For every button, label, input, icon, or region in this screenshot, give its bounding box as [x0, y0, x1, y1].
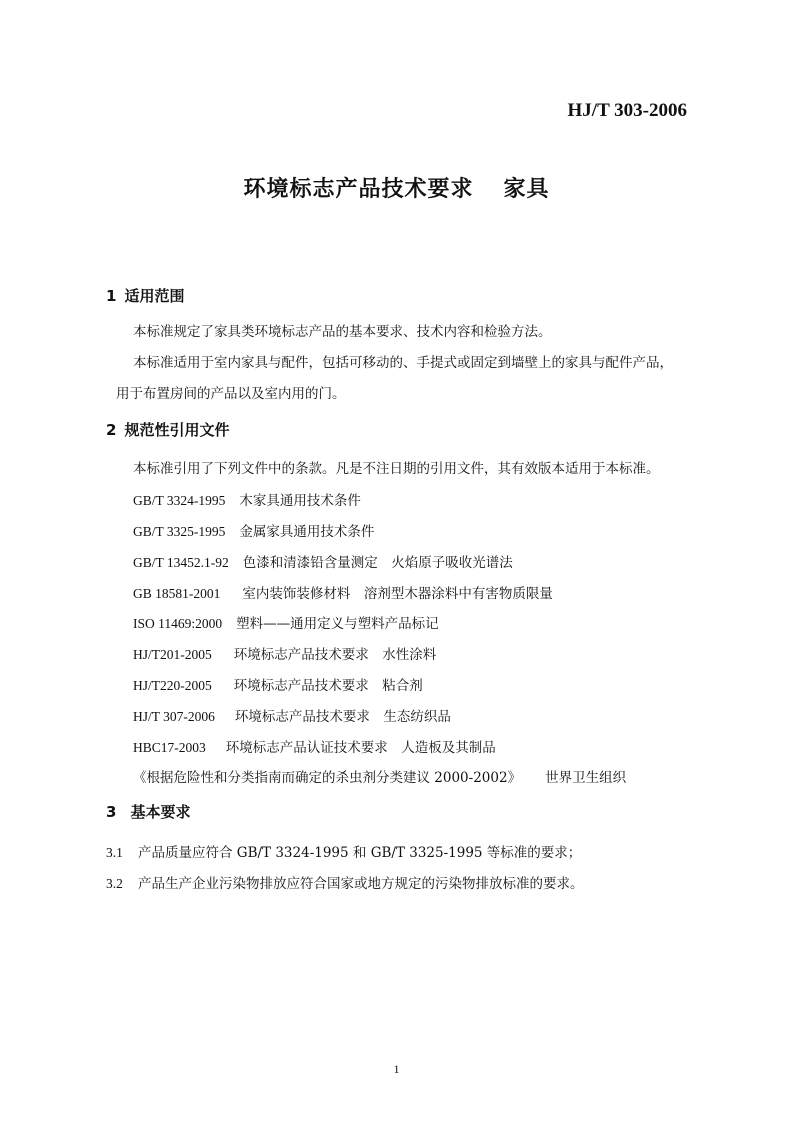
reference-title: 金属家具通用技术条件	[239, 524, 375, 540]
section-title: 规范性引用文件	[124, 421, 230, 439]
reference-item	[133, 674, 423, 694]
clause-item	[106, 841, 581, 861]
reference-title: 塑料——通用定义与塑料产品标记	[236, 616, 439, 632]
section-title: 适用范围	[124, 287, 185, 305]
reference-item	[133, 520, 374, 540]
section-1-heading	[106, 285, 184, 306]
section-1-paragraph-2: 本标准适用于室内家具与配件，包括可移动的、手提式或固定到墙壁上的家具与配件产品，	[133, 355, 673, 371]
reference-title: 室内装饰装修材料 溶剂型木器涂料中有害物质限量	[242, 586, 553, 602]
reference-item	[133, 489, 361, 509]
reference-code: GB 18581-2001	[133, 586, 221, 601]
clause-number: 3.2	[106, 876, 123, 891]
reference-item	[133, 643, 436, 663]
clause-text: 产品生产企业污染物排放应符合国家或地方规定的污染物排放标准的要求。	[138, 876, 584, 892]
standard-code: HJ/T 303-2006	[567, 100, 687, 121]
section-number: 1	[106, 287, 117, 305]
section-number: 3	[106, 803, 117, 821]
reference-title: 世界卫生组织	[545, 770, 627, 786]
reference-code: GB/T 13452.1-92	[133, 555, 229, 570]
reference-title: 环境标志产品技术要求 生态纺织品	[234, 709, 451, 725]
section-1-paragraph-1: 本标准规定了家具类环境标志产品的基本要求、技术内容和检验方法。	[133, 324, 552, 340]
reference-code: GB/T 3324-1995	[133, 493, 226, 508]
page-number: 1	[393, 1062, 400, 1076]
section-title: 基本要求	[130, 803, 191, 821]
clause-text: 产品质量应符合 GB/T 3324-1995 和 GB/T 3325-1995 等标准的要求；	[138, 845, 582, 861]
reference-item	[133, 736, 496, 756]
reference-title: 木家具通用技术条件	[239, 493, 361, 509]
reference-code: 《根据危险性和分类指南而确定的杀虫剂分类建议 2000-2002》	[133, 770, 522, 786]
section-2-intro: 本标准引用了下列文件中的条款。凡是不注日期的引用文件，其有效版本适用于本标准。	[133, 461, 660, 477]
reference-title: 环境标志产品技术要求 粘合剂	[233, 678, 423, 694]
reference-title: 环境标志产品技术要求 水性涂料	[233, 647, 437, 663]
reference-item	[133, 766, 626, 786]
title-main: 环境标志产品技术要求	[243, 177, 474, 202]
reference-code: HJ/T 307-2006	[133, 709, 215, 724]
section-1-paragraph-3: 用于布置房间的产品以及室内用的门。	[116, 386, 346, 402]
reference-item	[133, 582, 553, 602]
reference-item	[133, 551, 513, 571]
reference-code: GB/T 3325-1995	[133, 524, 226, 539]
title-sub: 家具	[503, 177, 550, 202]
section-2-heading	[106, 419, 229, 440]
clause-item	[106, 872, 584, 892]
reference-code: HJ/T201-2005	[133, 647, 212, 662]
reference-code: HJ/T220-2005	[133, 678, 212, 693]
reference-code: HBC17-2003	[133, 740, 206, 755]
document-title	[0, 172, 793, 203]
reference-title: 环境标志产品认证技术要求 人造板及其制品	[225, 740, 496, 756]
section-number: 2	[106, 421, 117, 439]
reference-code: ISO 11469:2000	[133, 616, 223, 631]
clause-number: 3.1	[106, 845, 123, 860]
reference-item	[133, 705, 451, 725]
section-3-heading	[106, 801, 190, 822]
reference-item	[133, 612, 439, 632]
reference-title: 色漆和清漆铅含量测定 火焰原子吸收光谱法	[242, 555, 513, 571]
